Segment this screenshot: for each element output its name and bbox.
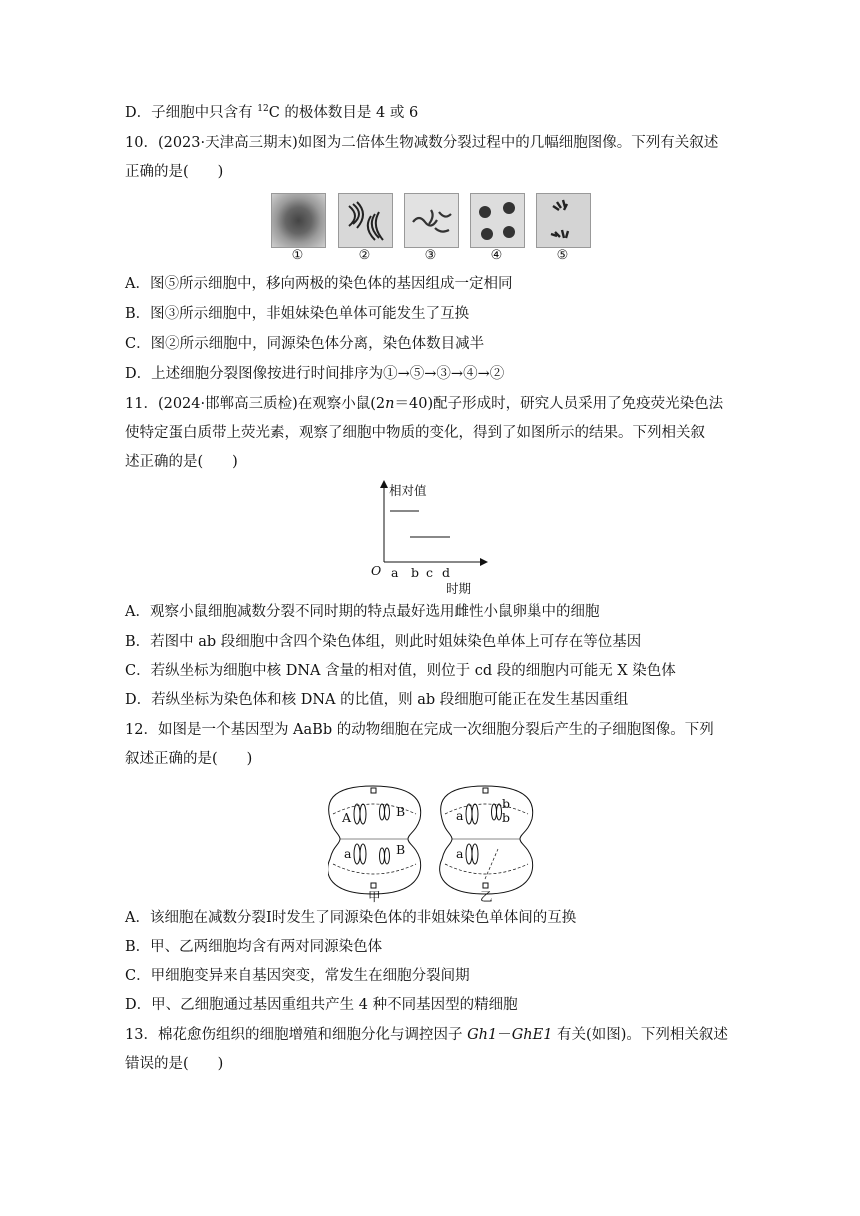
micrograph-2	[338, 193, 393, 248]
cell-jia-gene-top-left: A	[342, 810, 352, 825]
cell-diagram	[328, 784, 538, 904]
tick-label-a: a	[391, 565, 399, 580]
q11-option-b: B．若图中 ab 段细胞中含四个染色体组，则此时姐妹染色单体上可存在等位基因	[125, 634, 642, 650]
cell-jia-gene-bottom-left: a	[344, 846, 352, 861]
cell-yi-label: 乙	[480, 889, 493, 904]
q12-stem: 12．如图是一个基因型为 AaBb 的动物细胞在完成一次细胞分裂后产生的子细胞图像。下列	[125, 722, 714, 738]
q11-option-c: C．若纵坐标为细胞中核 DNA 含量的相对值，则位于 cd 段的细胞内可能无 X 染色体	[125, 663, 676, 679]
chart-svg	[366, 478, 506, 598]
q10-option-c: C．图②所示细胞中，同源染色体分离，染色体数目减半	[125, 336, 485, 352]
micrograph-4	[470, 193, 525, 248]
q10-stem-cont: 正确的是( )	[125, 164, 224, 180]
micrograph-5-image	[537, 194, 590, 247]
micrograph-4-image	[471, 194, 524, 247]
cell-yi	[440, 786, 533, 894]
tick-label-c: c	[426, 565, 434, 580]
q9-option-d: D．子细胞中只含有 $^{12}$C 的极体数目是 4 或 6	[125, 104, 419, 121]
chart	[366, 478, 506, 598]
q10-stem: 10．(2023·天津高三期末)如图为二倍体生物减数分裂过程中的几幅细胞图像。下列有关叙述	[125, 135, 719, 151]
q12-option-a: A．该细胞在减数分裂Ⅰ时发生了同源染色体的非姐妹染色单体间的互换	[125, 910, 577, 926]
cell-jia	[328, 786, 421, 894]
cell-jia-gene-bottom-right: B	[396, 842, 406, 857]
q11-stem-cont2: 述正确的是( )	[125, 454, 238, 470]
cell-jia-gene-top-right: B	[396, 804, 406, 819]
cell-yi-gene-bottom-left: a	[456, 846, 464, 861]
q12-option-d: D．甲、乙细胞通过基因重组共产生 4 种不同基因型的精细胞	[125, 997, 518, 1013]
cell-yi-gene-top-right-2: b	[502, 810, 511, 825]
tick-label-b: b	[411, 565, 420, 580]
micrograph-label-5: ⑤	[556, 248, 569, 263]
micrograph-2-image	[339, 194, 392, 247]
micrograph-5	[536, 193, 591, 248]
origin-label: O	[371, 563, 382, 578]
q13-stem-cont: 错误的是( )	[125, 1056, 224, 1072]
q10-option-b: B．图③所示细胞中，非姐妹染色单体可能发生了互换	[125, 306, 470, 322]
micrograph-3	[404, 193, 459, 248]
q12-option-c: C．甲细胞变异来自基因突变，常发生在细胞分裂间期	[125, 968, 470, 984]
q11-option-d: D．若纵坐标为染色体和核 DNA 的比值，则 ab 段细胞可能正在发生基因重组	[125, 692, 629, 708]
q12-stem-cont: 叙述正确的是( )	[125, 751, 253, 767]
cell-yi-gene-top-left: a	[456, 808, 464, 823]
micrograph-label-4: ④	[490, 248, 503, 263]
micrograph-label-2: ②	[358, 248, 371, 263]
micrograph-label-1: ①	[291, 248, 304, 263]
superscript: 12	[257, 104, 269, 115]
x-axis-label: 时期	[446, 581, 472, 596]
tick-label-d: d	[442, 565, 451, 580]
q10-option-d: D．上述细胞分裂图像按进行时间排序为①→⑤→③→④→②	[125, 366, 505, 382]
cell-jia-label: 甲	[368, 889, 381, 904]
micrograph-label-3: ③	[424, 248, 437, 263]
q12-option-b: B．甲、乙两细胞均含有两对同源染色体	[125, 939, 383, 955]
y-axis-label: 相对值	[389, 483, 427, 498]
q13-stem: 13．棉花愈伤组织的细胞增殖和细胞分化与调控因子 Gh1－GhE1 有关(如图)。下列相关叙述	[125, 1027, 728, 1043]
q11-option-a: A．观察小鼠细胞减数分裂不同时期的特点最好选用雌性小鼠卵巢中的细胞	[125, 604, 600, 620]
cell-yi-gene-top-right: b	[502, 796, 511, 811]
q11-stem: 11．(2024·邯郸高三质检)在观察小鼠(2n＝40)配子形成时，研究人员采用了免疫荧光染色法	[125, 396, 724, 412]
q11-stem-cont: 使特定蛋白质带上荧光素，观察了细胞中物质的变化，得到了如图所示的结果。下列相关叙	[125, 425, 705, 441]
micrograph-3-image	[405, 194, 458, 247]
micrograph-1	[271, 193, 326, 248]
q10-option-a: A．图⑤所示细胞中，移向两极的染色体的基因组成一定相同	[125, 276, 513, 292]
